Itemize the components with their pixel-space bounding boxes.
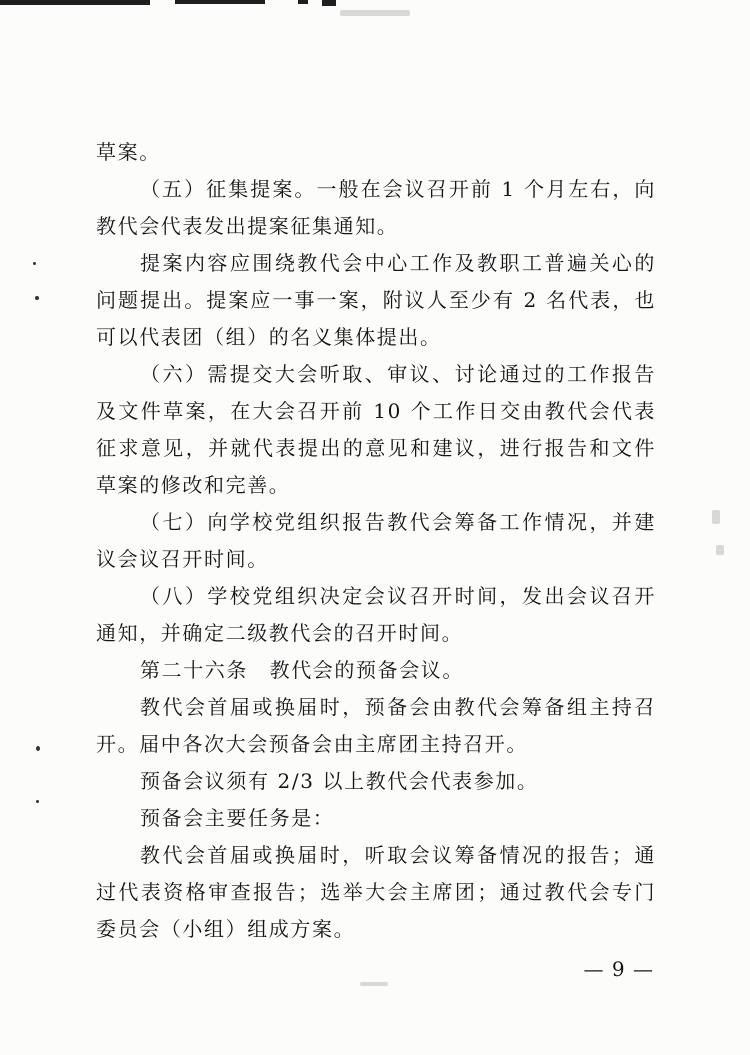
scan-artifact-top-left: [0, 0, 150, 5]
page-number: — 9 —: [583, 957, 654, 981]
paragraph-quorum: 预备会议须有 2/3 以上教代会代表参加。: [140, 769, 539, 793]
bottom-faint: [360, 982, 388, 986]
article-26-heading: 第二十六条 教代会的预备会议。: [140, 658, 464, 682]
scan-faint-top: [340, 10, 410, 16]
scan-artifact-top-mark-2: [322, 0, 336, 6]
paragraph-report-to-party: （七）向学校党组织报告教代会筹备工作情况，并建议会议召开时间。: [96, 510, 656, 571]
paragraph-collect-proposals: （五）征集提案。一般在会议召开前 1 个月左右，向教代会代表发出提案征集通知。: [96, 177, 656, 238]
paragraph-draft-end: 草案。: [96, 140, 161, 164]
paragraph-main-tasks: 预备会主要任务是：: [140, 806, 335, 830]
paragraph-proposal-content: 提案内容应围绕教代会中心工作及教职工普遍关心的问题提出。提案应一事一案，附议人至少有 2 名代表，也可以代表团（组）的名义集体提出。: [96, 251, 656, 349]
paragraph-preparatory-host: 教代会首届或换届时，预备会由教代会筹备组主持召开。届中各次大会预备会由主席团主持召开。: [96, 695, 656, 756]
margin-speck: [36, 746, 40, 751]
margin-speck: [33, 262, 36, 265]
paragraph-reports-drafts: （六）需提交大会听取、审议、讨论通过的工作报告及文件草案，在大会召开前 10 个工作日交由教代会代表征求意见，并就代表提出的意见和建议，进行报告和文件草案的修改和完善。: [96, 362, 656, 497]
margin-speck: [35, 296, 39, 300]
scan-artifact-top-mid: [175, 0, 265, 4]
scan-artifact-top-mark: [298, 0, 308, 4]
paragraph-decide-time: （八）学校党组织决定会议召开时间，发出会议召开通知，并确定二级教代会的召开时间。: [96, 584, 656, 645]
margin-speck: [36, 800, 39, 803]
margin-faint: [716, 545, 724, 555]
paragraph-task-details: 教代会首届或换届时，听取会议筹备情况的报告；通过代表资格审查报告；选举大会主席团；通过教代会专门委员会（小组）组成方案。: [96, 843, 656, 941]
margin-faint: [712, 510, 720, 524]
